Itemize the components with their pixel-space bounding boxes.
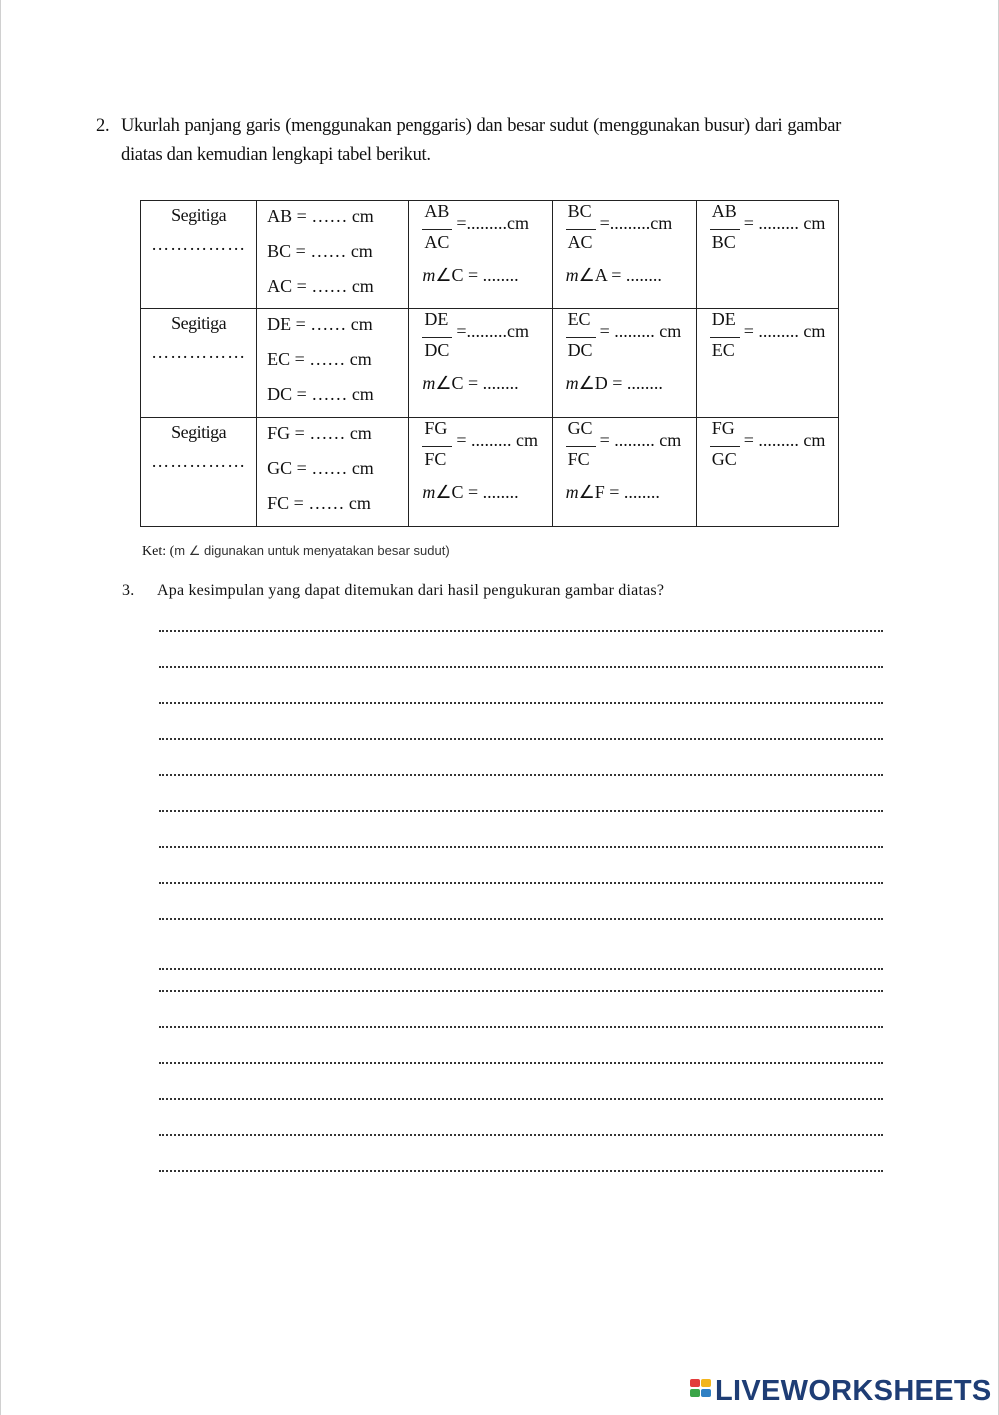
- fraction-bar: [710, 337, 740, 338]
- triangle-blank[interactable]: ……………: [151, 342, 247, 362]
- length-entry[interactable]: DC = …… cm: [267, 384, 374, 404]
- angle-entry[interactable]: [566, 265, 696, 286]
- liveworksheets-logo: [690, 1374, 992, 1408]
- fraction-bar: [710, 446, 740, 447]
- ratio-numerator: DE: [424, 309, 449, 329]
- ratio-fraction: [710, 309, 838, 371]
- logo-square-yellow: [701, 1379, 711, 1387]
- angle-symbol: ∠: [435, 265, 452, 285]
- length-entry[interactable]: AC = …… cm: [267, 276, 374, 296]
- fraction-bar: [422, 337, 452, 338]
- triangle-blank[interactable]: ……………: [151, 234, 247, 254]
- ratio-answer-blank[interactable]: = ......... cm: [599, 321, 682, 341]
- answer-line[interactable]: [159, 630, 883, 632]
- answer-line[interactable]: [159, 1098, 883, 1100]
- answer-line[interactable]: [159, 1170, 883, 1172]
- ratio-fraction: [710, 201, 838, 263]
- angle-measure-prefix: m: [565, 482, 579, 502]
- ratio-fraction: [710, 418, 838, 480]
- answer-line[interactable]: [159, 882, 883, 884]
- question-2: [96, 112, 841, 170]
- ratio-cell[interactable]: [696, 418, 838, 527]
- ratio-cell[interactable]: [409, 309, 552, 418]
- ket-note: [142, 543, 450, 560]
- fraction-bar: [422, 446, 452, 447]
- answer-line[interactable]: [159, 1026, 883, 1028]
- answer-line[interactable]: [159, 738, 883, 740]
- answer-line[interactable]: [159, 990, 883, 992]
- angle-answer-blank[interactable]: D = ........: [594, 373, 663, 393]
- ratio-denominator: AC: [424, 232, 450, 252]
- logo-square-green: [690, 1389, 700, 1397]
- ratio-fraction: [422, 418, 551, 480]
- answer-line[interactable]: [159, 968, 883, 970]
- fraction-bar: [710, 229, 740, 230]
- table-row: [141, 201, 839, 309]
- answer-line[interactable]: [159, 1134, 883, 1136]
- question-2-text: Ukurlah panjang garis (menggunakan penggaris) dan besar sudut (menggunakan busur) dari gambar diatas dan kemudian lengkapi tabel berikut.: [121, 116, 841, 165]
- lengths-cell[interactable]: [257, 201, 409, 309]
- ratio-fraction: [422, 309, 551, 371]
- ratio-numerator: FG: [424, 418, 448, 438]
- length-entry[interactable]: DE = …… cm: [267, 314, 373, 334]
- ratio-denominator: GC: [711, 449, 737, 469]
- length-entry[interactable]: EC = …… cm: [267, 349, 372, 369]
- ratio-cell[interactable]: [552, 309, 696, 418]
- ratio-numerator: AB: [711, 201, 737, 221]
- page-edge-left: [0, 0, 1, 1415]
- angle-answer-blank[interactable]: F = ........: [594, 482, 660, 502]
- ratio-cell[interactable]: [552, 201, 696, 309]
- answer-line[interactable]: [159, 1062, 883, 1064]
- angle-measure-prefix: m: [565, 373, 579, 393]
- ratio-denominator: DC: [424, 340, 450, 360]
- ratio-answer-blank[interactable]: =.........cm: [599, 213, 673, 233]
- lengths-cell[interactable]: [257, 309, 409, 418]
- ratio-cell[interactable]: [409, 201, 552, 309]
- angle-entry[interactable]: [422, 373, 551, 394]
- table-row: [141, 309, 839, 418]
- ratio-numerator: GC: [567, 418, 593, 438]
- length-entry[interactable]: BC = …… cm: [267, 241, 373, 261]
- angle-entry[interactable]: [422, 482, 551, 503]
- measurement-table: [140, 200, 839, 527]
- ratio-fraction: [566, 418, 696, 480]
- triangle-label: Segitiga: [171, 422, 227, 442]
- triangle-label: Segitiga: [171, 313, 227, 333]
- angle-answer-blank[interactable]: C = ........: [451, 265, 519, 285]
- fraction-bar: [566, 229, 596, 230]
- ratio-cell[interactable]: [409, 418, 552, 527]
- angle-measure-prefix: m: [422, 373, 436, 393]
- logo-square-blue: [701, 1389, 711, 1397]
- length-entry[interactable]: FG = …… cm: [267, 423, 372, 443]
- question-3-number: 3.: [122, 582, 135, 599]
- angle-answer-blank[interactable]: C = ........: [451, 482, 519, 502]
- ratio-fraction: [566, 309, 696, 371]
- logo-square-red: [690, 1379, 700, 1387]
- length-entry[interactable]: FC = …… cm: [267, 493, 371, 513]
- length-entry[interactable]: AB = …… cm: [267, 206, 374, 226]
- ratio-numerator: FG: [711, 418, 735, 438]
- ratio-answer-blank[interactable]: = ......... cm: [456, 430, 539, 450]
- fraction-bar: [422, 229, 452, 230]
- ratio-cell[interactable]: [552, 418, 696, 527]
- triangle-name-cell[interactable]: [141, 201, 257, 309]
- ratio-answer-blank[interactable]: = ......... cm: [743, 321, 826, 341]
- angle-entry[interactable]: [566, 482, 696, 503]
- ratio-denominator: AC: [567, 232, 593, 252]
- ratio-fraction: [566, 201, 696, 263]
- ratio-numerator: EC: [567, 309, 591, 329]
- ratio-numerator: AB: [424, 201, 450, 221]
- answer-line[interactable]: [159, 810, 883, 812]
- angle-measure-prefix: m: [422, 265, 436, 285]
- question-3-text: Apa kesimpulan yang dapat ditemukan dari hasil pengukuran gambar diatas?: [157, 582, 665, 599]
- ket-label: Ket: (: [142, 544, 175, 559]
- answer-line[interactable]: [159, 666, 883, 668]
- question-2-number: 2.: [96, 116, 110, 136]
- liveworksheets-wordmark: LIVEWORKSHEETS: [715, 1374, 992, 1407]
- ratio-answer-blank[interactable]: = ......... cm: [599, 430, 682, 450]
- ratio-denominator: EC: [711, 340, 735, 360]
- ratio-answer-blank[interactable]: =.........cm: [456, 321, 530, 341]
- ratio-denominator: BC: [711, 232, 736, 252]
- angle-symbol: ∠: [435, 373, 452, 393]
- table-row: [141, 418, 839, 527]
- angle-symbol: ∠: [435, 482, 452, 502]
- answer-line[interactable]: [159, 774, 883, 776]
- angle-measure-prefix: m: [565, 265, 579, 285]
- angle-symbol: ∠: [578, 265, 595, 285]
- ket-text: m ∠ digunakan untuk menyatakan besar sudut): [174, 543, 450, 558]
- ratio-cell[interactable]: [696, 309, 838, 418]
- triangle-label: Segitiga: [171, 205, 227, 225]
- liveworksheets-icon: [690, 1377, 712, 1405]
- angle-measure-prefix: m: [422, 482, 436, 502]
- ratio-denominator: FC: [567, 449, 590, 469]
- angle-entry[interactable]: [422, 265, 551, 286]
- ratio-numerator: DE: [711, 309, 736, 329]
- answer-line[interactable]: [159, 702, 883, 704]
- ratio-answer-blank[interactable]: = ......... cm: [743, 213, 826, 233]
- ratio-fraction: [422, 201, 551, 263]
- triangle-name-cell[interactable]: [141, 309, 257, 418]
- fraction-bar: [566, 446, 596, 447]
- length-entry[interactable]: GC = …… cm: [267, 458, 374, 478]
- angle-entry[interactable]: [566, 373, 696, 394]
- ratio-cell[interactable]: [696, 201, 838, 309]
- angle-answer-blank[interactable]: C = ........: [451, 373, 519, 393]
- answer-line[interactable]: [159, 918, 883, 920]
- ratio-denominator: DC: [567, 340, 593, 360]
- angle-symbol: ∠: [578, 482, 595, 502]
- ratio-denominator: FC: [424, 449, 447, 469]
- answer-line[interactable]: [159, 846, 883, 848]
- fraction-bar: [566, 337, 596, 338]
- angle-symbol: ∠: [578, 373, 595, 393]
- ratio-numerator: BC: [567, 201, 592, 221]
- lengths-cell[interactable]: [257, 418, 409, 527]
- angle-answer-blank[interactable]: A = ........: [594, 265, 662, 285]
- ratio-answer-blank[interactable]: =.........cm: [456, 213, 530, 233]
- ratio-answer-blank[interactable]: = ......... cm: [743, 430, 826, 450]
- triangle-name-cell[interactable]: [141, 418, 257, 527]
- triangle-blank[interactable]: ……………: [151, 451, 247, 471]
